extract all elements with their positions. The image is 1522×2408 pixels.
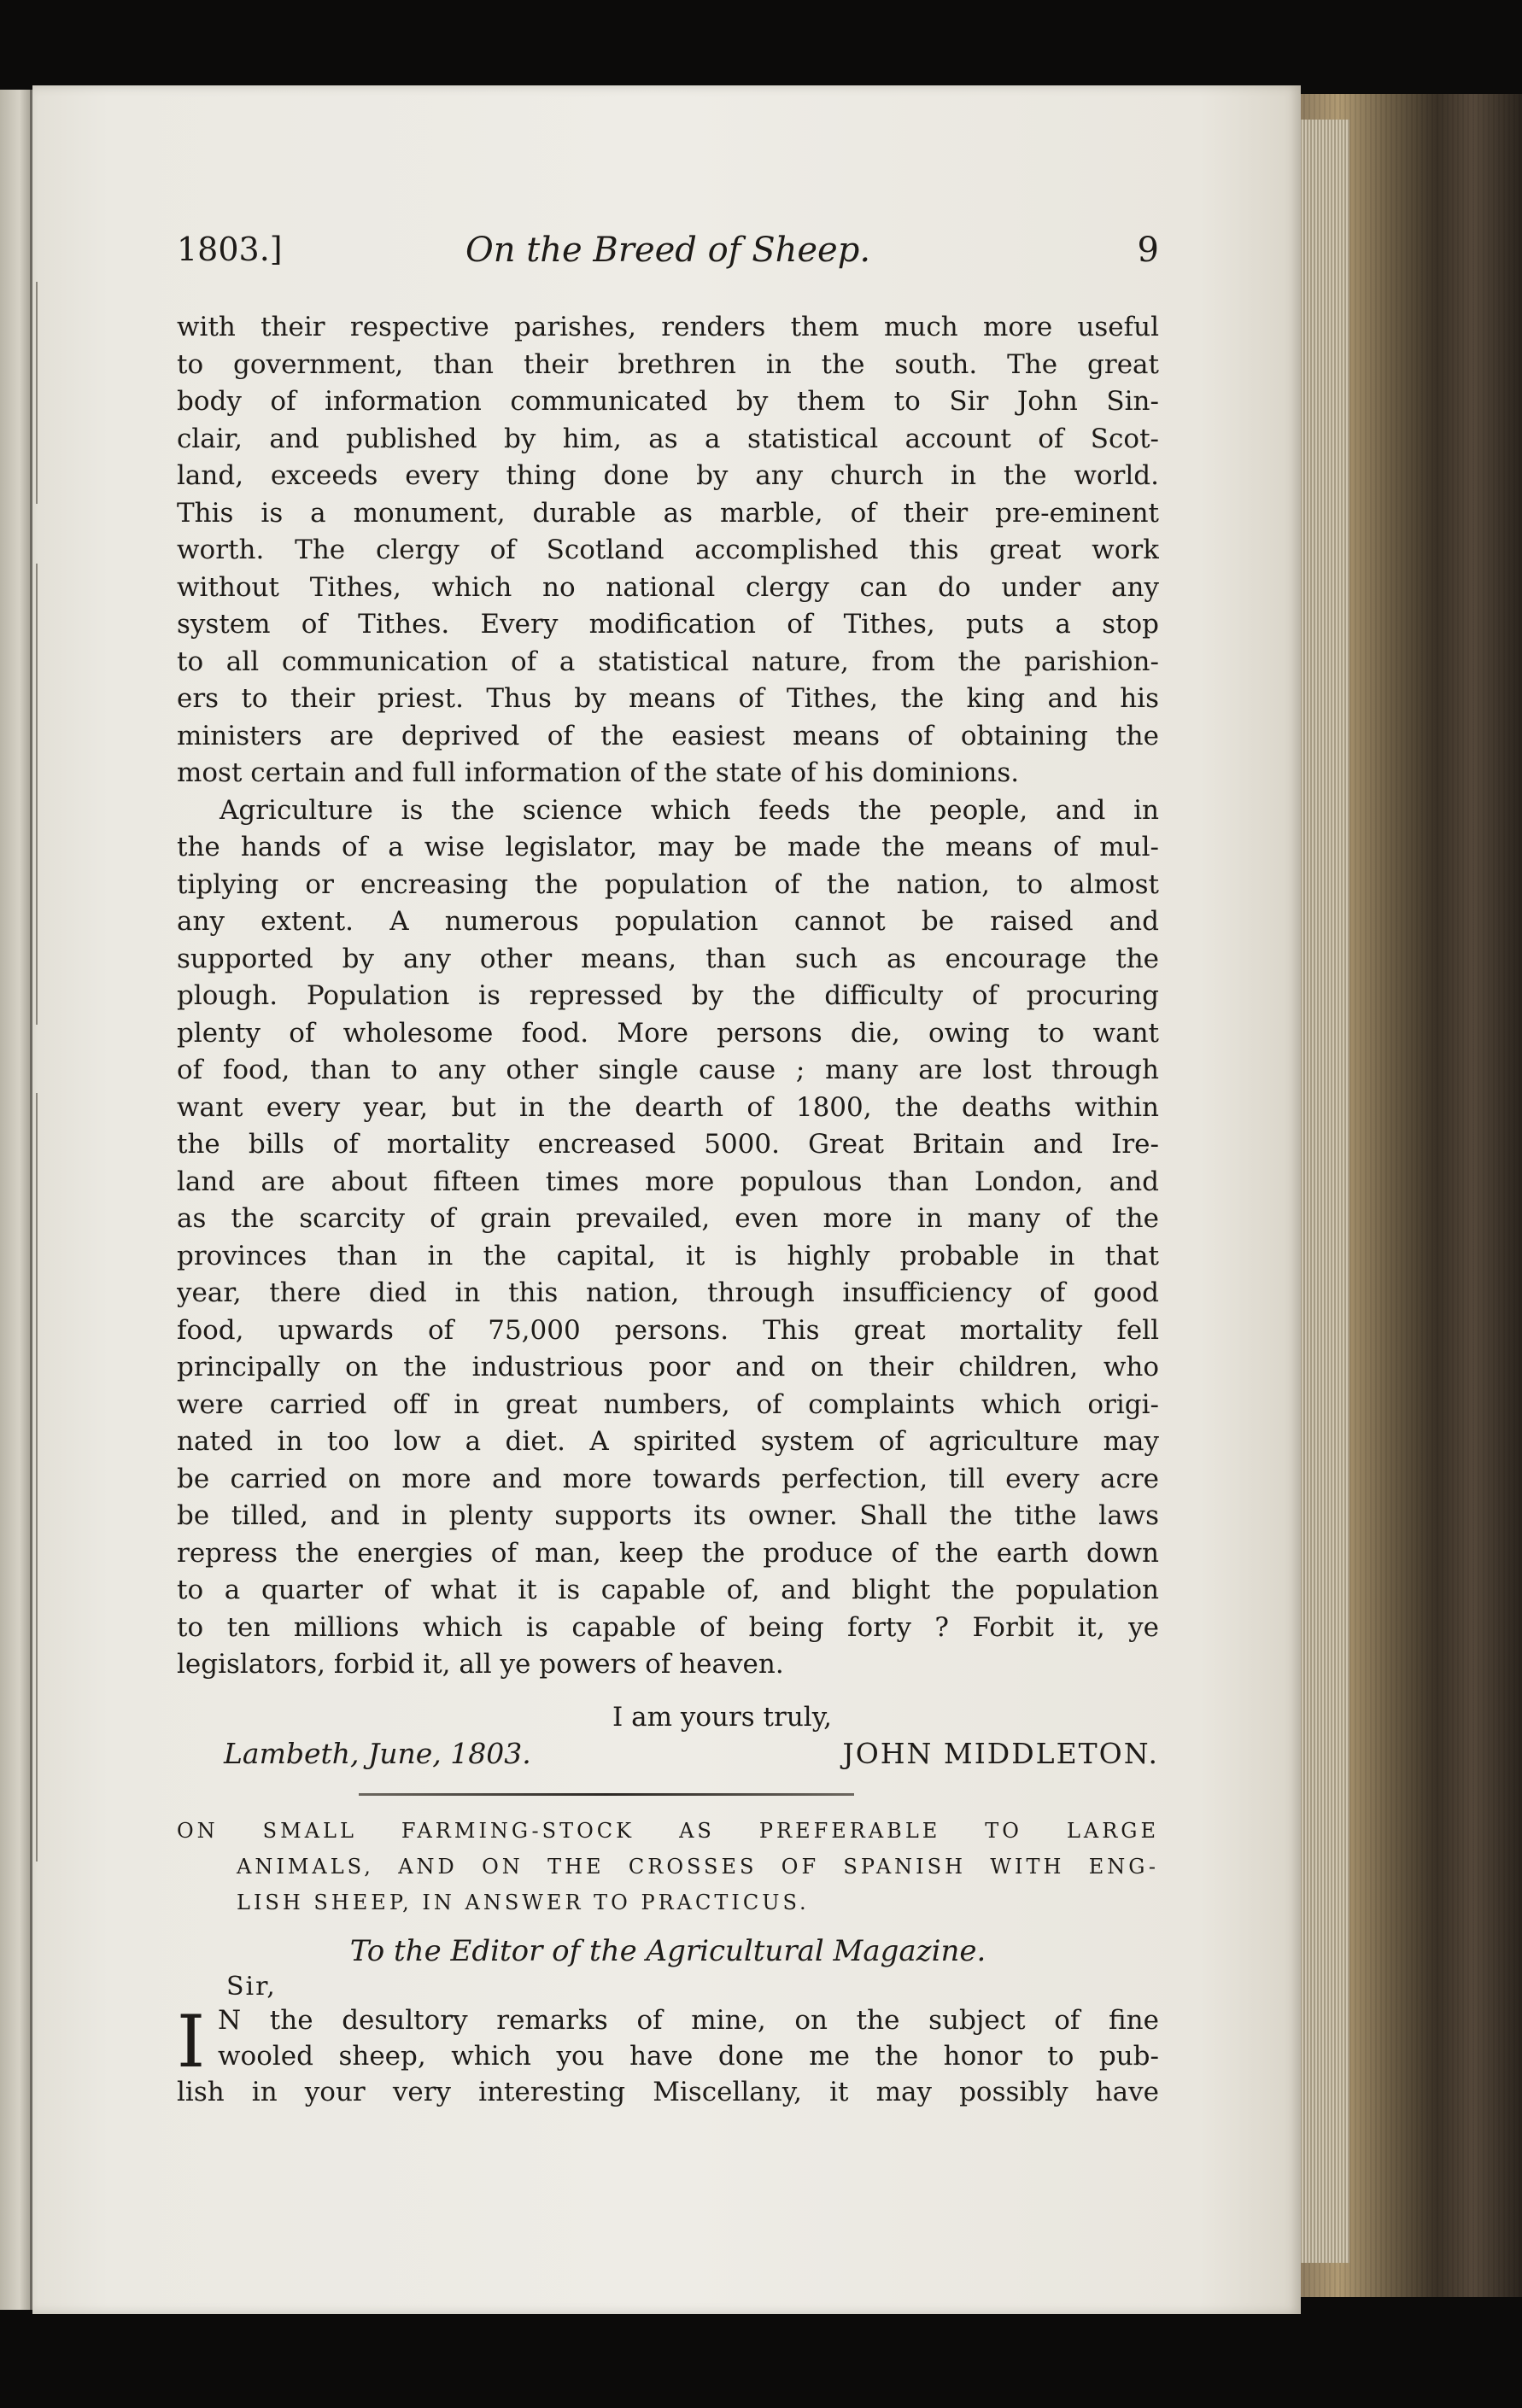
text-line: most certain and full information of the state of his dominions. [177, 757, 1020, 788]
book-binding [1298, 94, 1522, 2297]
text-line: repress the energies of man, keep the produce of the earth down [177, 1537, 1159, 1569]
text-line: food, upwards of 75,000 persons. This great mortality fell [177, 1314, 1159, 1346]
page-number: 9 [1137, 231, 1159, 270]
letter-address: To the Editor of the Agricultural Magazine. [349, 1934, 986, 1968]
facing-page-edge [0, 90, 32, 2310]
heading-line: ANIMALS, AND ON THE CROSSES OF SPANISH WITH ENG- [237, 1855, 1159, 1879]
text-line: to a quarter of what it is capable of, and blight the population [177, 1575, 1159, 1605]
text-line: legislators, forbid it, all ye powers of heaven. [177, 1649, 784, 1680]
place-and-date: Lambeth, June, 1803. [224, 1737, 531, 1770]
text-line: nated in too low a diet. A spirited system of agriculture may [177, 1426, 1159, 1457]
text-line: provinces than in the capital, it is highly probable in that [177, 1240, 1159, 1271]
letter-signature [177, 1733, 1159, 1774]
text-line: body of information communicated by them to Sir John Sin- [177, 386, 1159, 417]
text-line: ers to their priest. Thus by means of Tithes, the king and his [177, 683, 1159, 714]
heading-line: LISH SHEEP, IN ANSWER TO PRACTICUS. [237, 1891, 810, 1914]
text-line: without Tithes, which no national clergy can do under any [177, 571, 1159, 603]
text-line: plenty of wholesome food. More persons die, owing to want [177, 1017, 1159, 1049]
text-line: to ten millions which is capable of being forty ? Forbit it, ye [177, 1611, 1159, 1643]
text-line: to government, than their brethren in the south. The great [177, 348, 1159, 380]
text-line: tiplying or encreasing the population of the nation, to almost [177, 868, 1159, 900]
text-line: supported by any other means, than such as encourage the [177, 943, 1159, 974]
letter-salutation: Sir, [226, 1972, 277, 2002]
text-line: principally on the industrious poor and on their children, who [177, 1352, 1159, 1382]
gutter-shadow-line [36, 564, 38, 1025]
text-line: with their respective parishes, renders them much more useful [177, 312, 1159, 342]
page-stack-edge [1298, 120, 1349, 2263]
text-line: to all communication of a statistical nature, from the parishion- [177, 646, 1159, 677]
text-line: were carried off in great numbers, of complaints which origi- [177, 1388, 1159, 1420]
running-head [177, 231, 1159, 282]
text-line: land are about fifteen times more populous than London, and [177, 1166, 1159, 1197]
section-divider [359, 1793, 854, 1796]
text-line: want every year, but in the dearth of 1800, the deaths within [177, 1091, 1159, 1123]
drop-cap: I [177, 2000, 206, 2084]
letter-closing: I am yours truly, [612, 1702, 832, 1733]
text-line: plough. Population is repressed by the difficulty of procuring [177, 980, 1159, 1011]
gutter-shadow-line [36, 282, 38, 504]
opening-paragraph [177, 2002, 1159, 2110]
text-line: wooled sheep, which you have done me the honor to pub- [218, 2041, 1159, 2072]
running-head-title: On the Breed of Sheep. [465, 231, 871, 270]
heading-line: ON SMALL FARMING-STOCK AS PREFERABLE TO LARGE [177, 1819, 1159, 1843]
text-line: lish in your very interesting Miscellany, it may possibly have [177, 2077, 1159, 2107]
text-line: system of Tithes. Every modification of Tithes, puts a stop [177, 609, 1159, 640]
text-line: N the desultory remarks of mine, on the subject of fine [218, 2005, 1159, 2036]
gutter-shadow-line [36, 1093, 38, 1862]
article-heading [177, 1813, 1159, 1920]
text-line: clair, and published by him, as a statistical account of Scot- [177, 423, 1159, 454]
text-line: any extent. A numerous population cannot be raised and [177, 906, 1159, 937]
text-line: ministers are deprived of the easiest means of obtaining the [177, 720, 1159, 751]
author-name: JOHN MIDDLETON. [842, 1737, 1159, 1770]
text-line: the bills of mortality encreased 5000. Great Britain and Ire- [177, 1129, 1159, 1160]
text-line: be tilled, and in plenty supports its owner. Shall the tithe laws [177, 1500, 1159, 1531]
text-line: land, exceeds every thing done by any church in the world. [177, 460, 1159, 491]
text-line: as the scarcity of grain prevailed, even more in many of the [177, 1203, 1159, 1234]
text-line: the hands of a wise legislator, may be made the means of mul- [177, 832, 1159, 862]
text-line: Agriculture is the science which feeds the people, and in [220, 794, 1159, 826]
text-line: of food, than to any other single cause ; many are lost through [177, 1055, 1159, 1085]
body-text [177, 309, 1159, 1684]
text-line: be carried on more and more towards perfection, till every acre [177, 1463, 1159, 1494]
text-line: year, there died in this nation, through insufficiency of good [177, 1277, 1159, 1308]
running-head-year: 1803.] [177, 231, 283, 268]
text-line: worth. The clergy of Scotland accomplished this great work [177, 535, 1159, 565]
text-line: This is a monument, durable as marble, of their pre-eminent [177, 497, 1159, 529]
